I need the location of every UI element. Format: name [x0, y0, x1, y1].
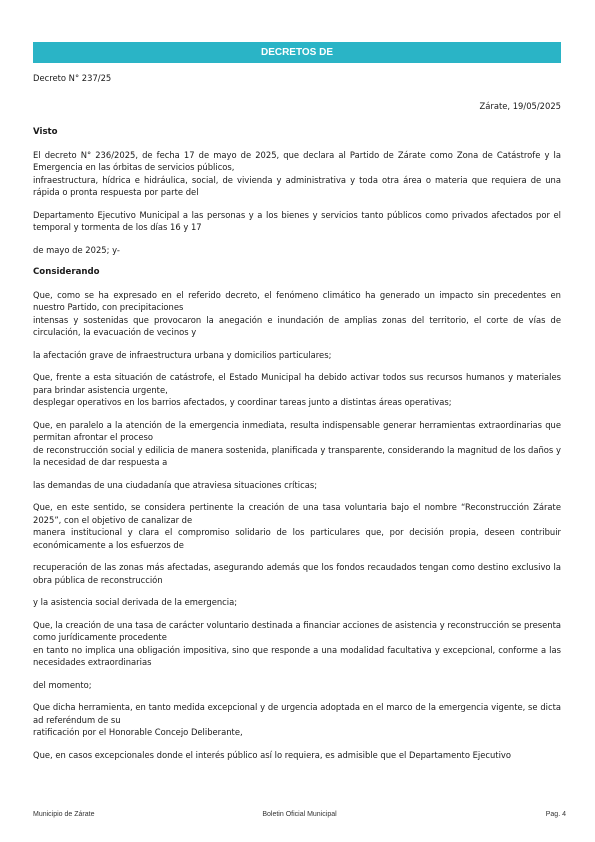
text-line: Que, en este sentido, se considera pertinente la creación de una tasa voluntaria bajo el nombre “Reconstrucción Zárate 2025”, con el objetivo de canalizar de [33, 502, 561, 525]
considerando-paragraph [33, 501, 561, 551]
considerando-paragraph [33, 701, 561, 739]
considerando-paragraph [33, 749, 561, 762]
text-line: la afectación grave de infraestructura urbana y domicilios particulares; [33, 349, 332, 360]
text-line: y la asistencia social derivada de la emergencia; [33, 597, 238, 607]
text-line: Departamento Ejecutivo Municipal a las personas y a los bienes y servicios tanto públicos como privados afectados por el temporal y tormenta de los días 16 y 17 [33, 209, 561, 232]
document-body [33, 72, 561, 771]
considerando-paragraph [33, 349, 561, 362]
text-line: del momento; [33, 679, 92, 690]
considerando-paragraph [33, 371, 561, 409]
footer-publication: Boletin Oficial Municipal [262, 811, 337, 818]
text-line: Que dicha herramienta, en tanto medida excepcional y de urgencia adoptada en el marco de la emergencia vigente, se dicta ad referéndum de su [33, 702, 561, 725]
decree-number: Decreto N° 237/25 [33, 73, 112, 83]
page-footer [33, 811, 566, 823]
text-line: Que, como se ha expresado en el referido decreto, el fenómeno climático ha generado un impacto sin precedentes en nuestro Partido, con precipitaciones [33, 289, 561, 312]
text-line: infraestructura, hídrica e hidráulica, social, de vivienda y administrativa y toda otra área o materia que requiera de una rápida o pronta respuesta por parte del [33, 174, 561, 197]
visto-paragraph [33, 149, 561, 199]
text-line: intensas y sostenidas que provocaron la anegación e inundación de amplias zonas del territorio, el corte de vías de circulación, la evacuación de vecinos y [33, 314, 561, 337]
footer-page-number: Pag. 4 [545, 811, 566, 818]
visto-paragraph [33, 244, 561, 257]
considerando-paragraph [33, 479, 561, 492]
considerando-paragraph [33, 619, 561, 669]
text-line: de mayo de 2025; y- [33, 244, 120, 255]
place-date: Zárate, 19/05/2025 [479, 100, 561, 111]
text-line: Que, frente a esta situación de catástrofe, el Estado Municipal ha debido activar todos sus recursos humanos y materiales para brindar asistencia urgente, [33, 372, 561, 395]
considerando-paragraph [33, 561, 561, 586]
section-banner: DECRETOS DE [33, 42, 561, 63]
text-line: de reconstrucción social y edilicia de manera sostenida, planificada y transparente, considerando la magnitud de los daños y la necesidad de dar respuesta a [33, 444, 561, 467]
considerando-paragraph [33, 679, 561, 692]
text-line: Que, en casos excepcionales donde el interés público así lo requiera, es admisible que el Departamento Ejecutivo [33, 749, 511, 760]
footer-municipality: Municipio de Zárate [33, 811, 95, 818]
visto-heading: Visto [33, 127, 58, 137]
text-line: recuperación de las zonas más afectadas, asegurando además que los fondos recaudados tengan como destino exclusivo la obra pública de reconstrucción [33, 562, 561, 585]
text-line: ratificación por el Honorable Concejo Deliberante, [33, 727, 243, 737]
text-line: Que, en paralelo a la atención de la emergencia inmediata, resulta indispensable generar herramientas extraordinarias que permitan afrontar el proceso [33, 419, 561, 442]
considerando-paragraph [33, 289, 561, 339]
considerando-paragraph [33, 419, 561, 469]
considerando-heading: Considerando [33, 267, 100, 277]
text-line: Que, la creación de una tasa de carácter voluntario destinada a financiar acciones de asistencia y reconstrucción se presenta como jurídicamente procedente [33, 619, 561, 642]
visto-paragraph [33, 209, 561, 234]
text-line: El decreto N° 236/2025, de fecha 17 de mayo de 2025, que declara al Partido de Zárate como Zona de Catástrofe y la Emergencia en las órbitas de servicios públicos, [33, 149, 561, 172]
text-line: desplegar operativos en los barrios afectados, y coordinar tareas junto a distintas áreas operativas; [33, 397, 452, 407]
text-line: en tanto no implica una obligación impositiva, sino que responde a una modalidad facultativa y excepcional, conforme a las necesidades extraordinarias [33, 644, 561, 667]
considerando-paragraph [33, 596, 561, 609]
text-line: las demandas de una ciudadanía que atraviesa situaciones críticas; [33, 479, 318, 490]
text-line: manera institucional y clara el compromiso solidario de los particulares que, por decisión propia, deseen contribuir económicamente a los esfuerzos de [33, 527, 561, 550]
